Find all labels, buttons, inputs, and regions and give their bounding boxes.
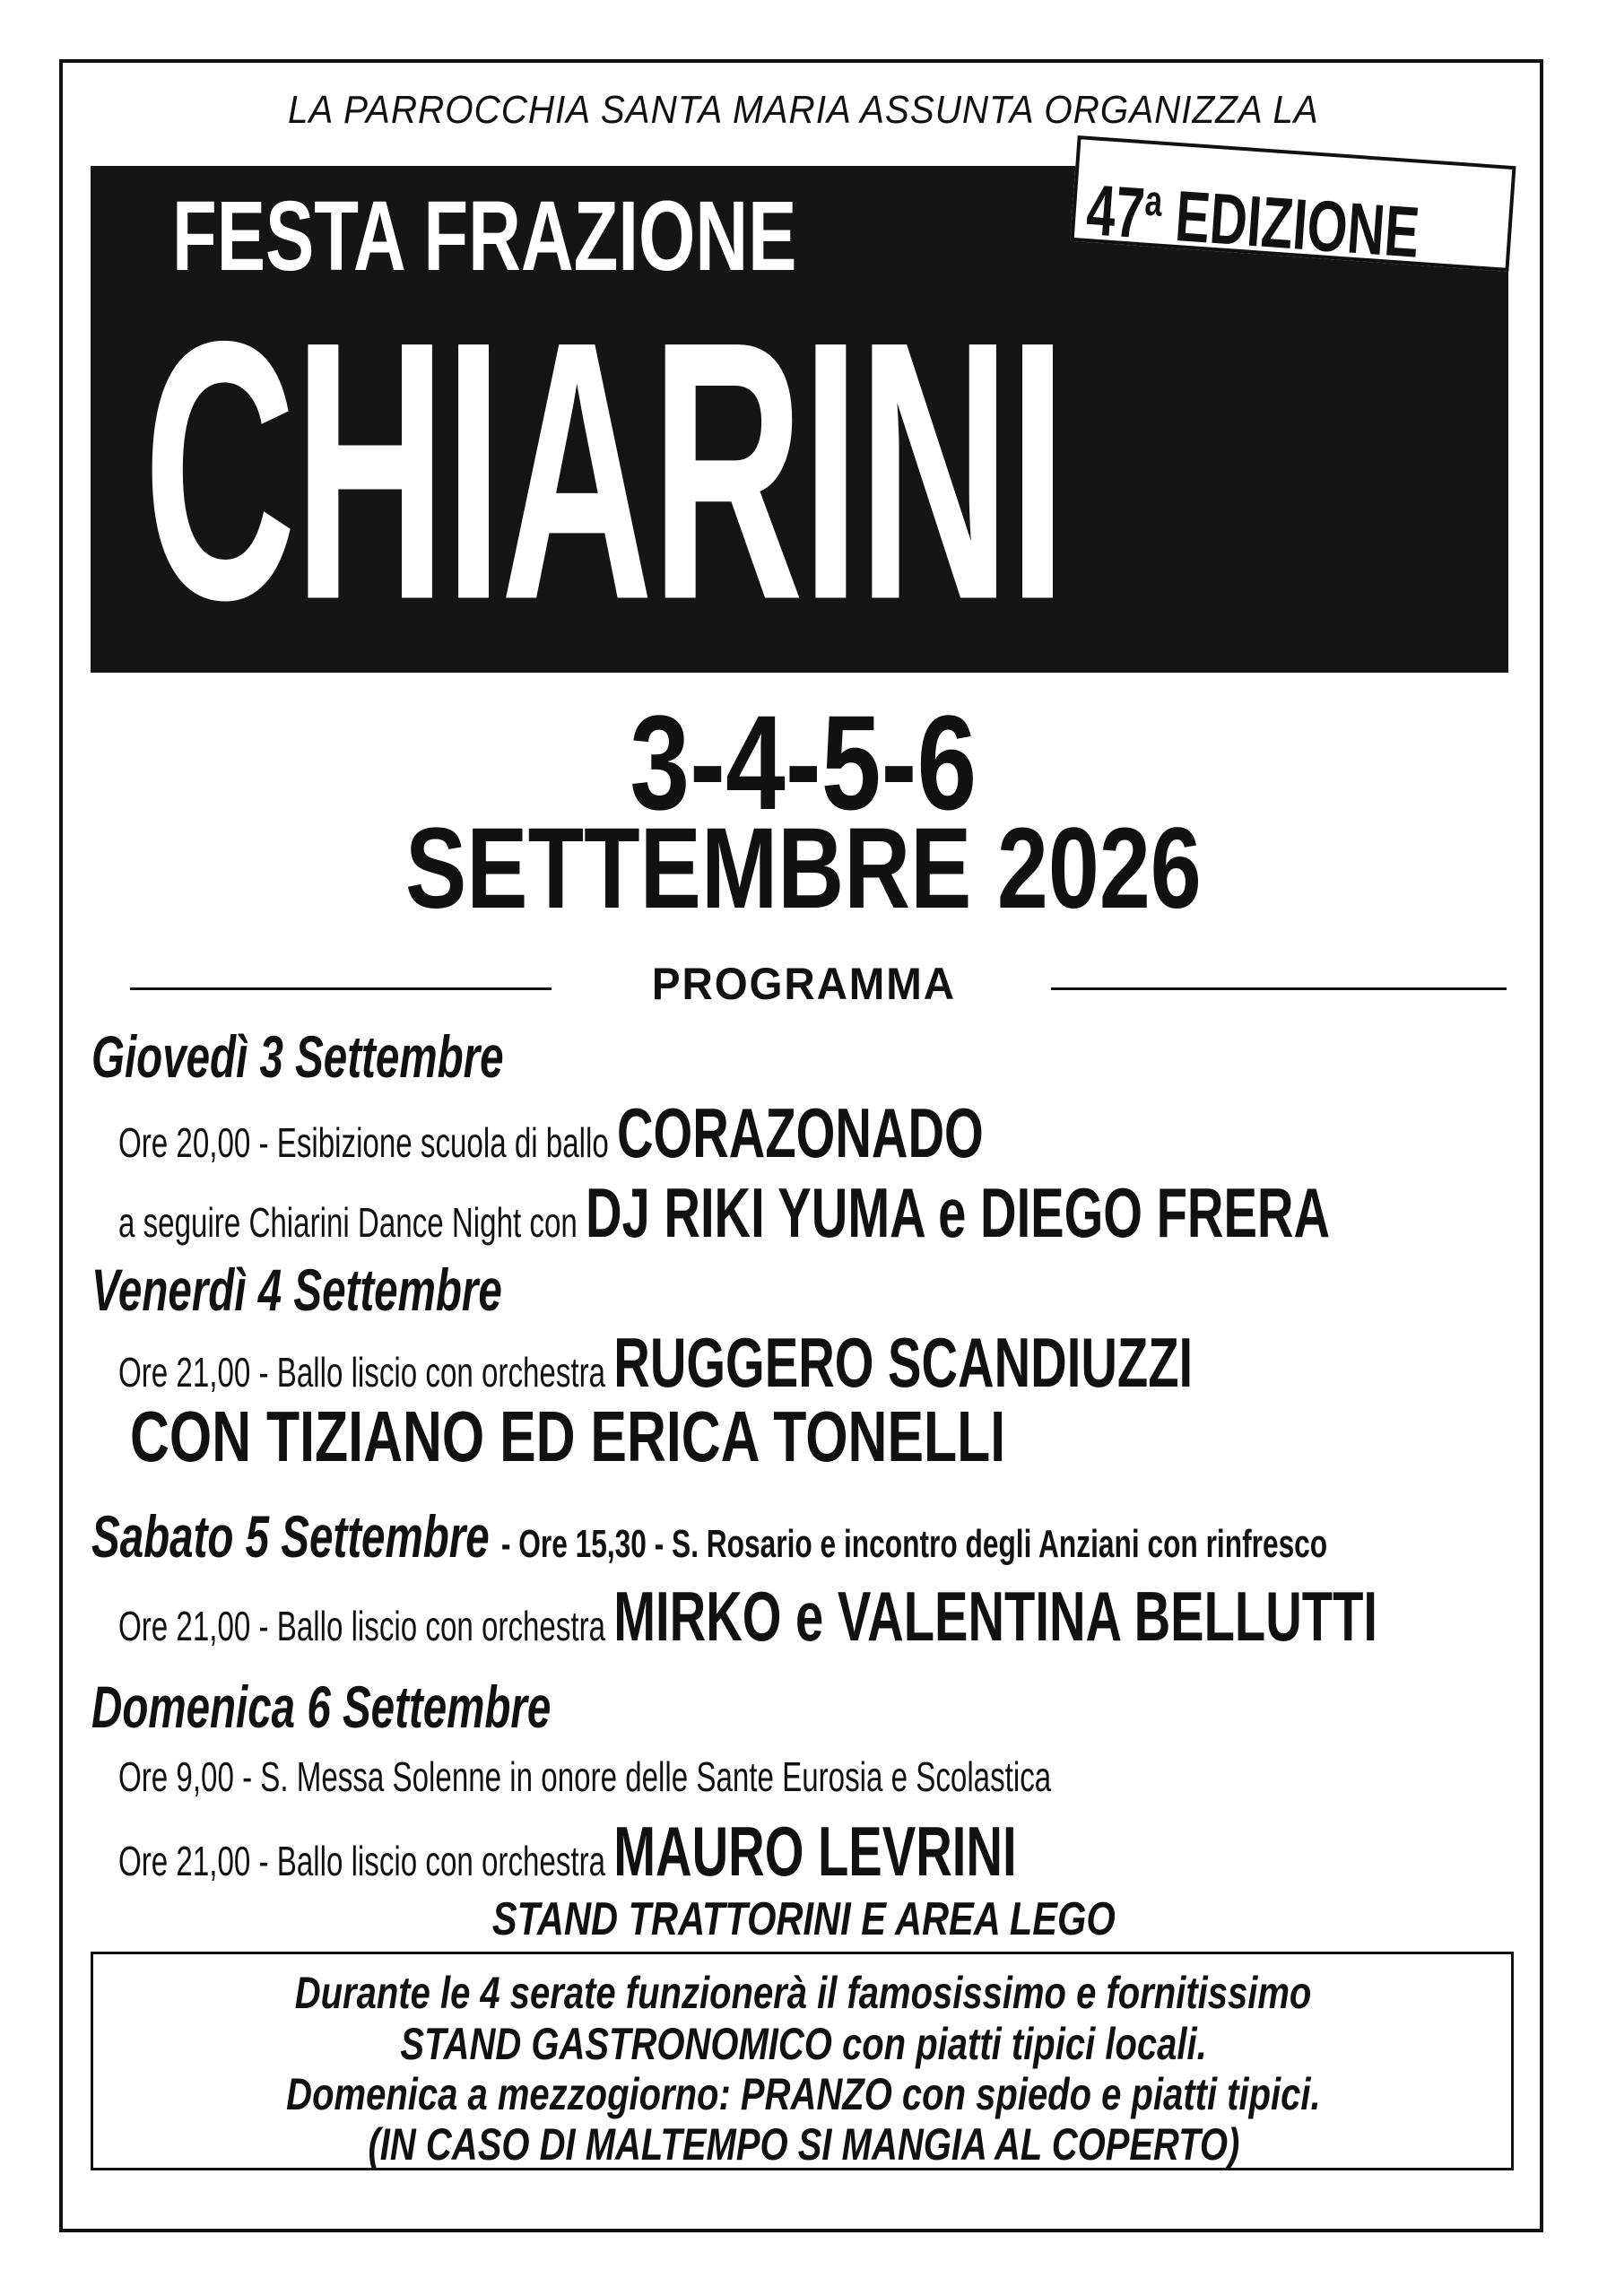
stand-note: STAND TRATTORINI E AREA LEGO: [491, 1893, 1116, 1945]
row-text: a seguire Chiarini Dance Night con: [118, 1199, 578, 1246]
festival-days: 3-4-5-6: [630, 687, 977, 838]
edition-sup: a: [1143, 177, 1164, 226]
edition-word: EDIZIONE: [1172, 176, 1422, 273]
artist-name: CON TIZIANO ED ERICA TONELLI: [130, 1396, 1006, 1476]
place-title: CHIARINI: [143, 264, 1065, 676]
row-text: Ore 21,00 - Ballo liscio con orchestra: [118, 1603, 606, 1649]
info-line-2: STAND GASTRONOMICO con piatti tipici locali.: [400, 2019, 1207, 2069]
day-heading-friday: Venerdì 4 Settembre: [91, 1257, 502, 1323]
festa-title: FESTA FRAZIONE: [172, 181, 797, 291]
program-row-saturday-1: [118, 1577, 1607, 1656]
program-row-friday-2: [130, 1396, 1281, 1476]
program-row-friday-1: [118, 1323, 1607, 1402]
artist-name: RUGGERO SCANDIUZZI: [613, 1323, 1194, 1402]
row-text: Ore 21,00 - Ballo liscio con orchestra: [118, 1349, 606, 1396]
artist-name: DJ RIKI YUMA e DIEGO FRERA: [585, 1173, 1331, 1252]
edition-number: 47: [1083, 170, 1148, 254]
program-row-sunday-1: [118, 1753, 1414, 1800]
festival-month-year: SETTEMBRE 2026: [405, 804, 1202, 933]
day-heading-text: Sabato 5 Settembre: [91, 1503, 490, 1570]
row-text: Ore 21,00 - Ballo liscio con orchestra: [118, 1838, 606, 1884]
program-title: PROGRAMMA: [651, 959, 956, 1009]
day-heading-saturday: [91, 1503, 1607, 1570]
program-row-thursday-1: [118, 1093, 1320, 1172]
day-heading-note: - Ore 15,30 - S. Rosario e incontro degli Anziani con rinfresco: [500, 1522, 1328, 1566]
row-text: Ore 9,00 - S. Messa Solenne in onore delle Sante Eurosia e Scolastica: [118, 1753, 1052, 1800]
organizer-line: LA PARROCCHIA SANTA MARIA ASSUNTA ORGANIZZA LA: [288, 88, 1319, 132]
info-line-1: Durante le 4 serate funzionerà il famosissimo e fornitissimo: [295, 1968, 1312, 2018]
program-row-thursday-2: [118, 1173, 1607, 1252]
artist-name: CORAZONADO: [616, 1093, 984, 1172]
info-line-3: Domenica a mezzogiorno: PRANZO con spiedo e piatti tipici.: [286, 2069, 1321, 2119]
info-line-4: (IN CASO DI MALTEMPO SI MANGIA AL COPERTO): [368, 2119, 1239, 2170]
artist-name: MAURO LEVRINI: [613, 1812, 1017, 1891]
artist-name: MIRKO e VALENTINA BELLUTTI: [613, 1577, 1377, 1656]
program-row-sunday-2: [118, 1812, 1366, 1891]
day-heading-sunday: Domenica 6 Settembre: [91, 1674, 552, 1740]
row-text: Ore 20,00 - Esibizione scuola di ballo: [118, 1119, 609, 1166]
day-heading-thursday: Giovedì 3 Settembre: [91, 1023, 504, 1090]
